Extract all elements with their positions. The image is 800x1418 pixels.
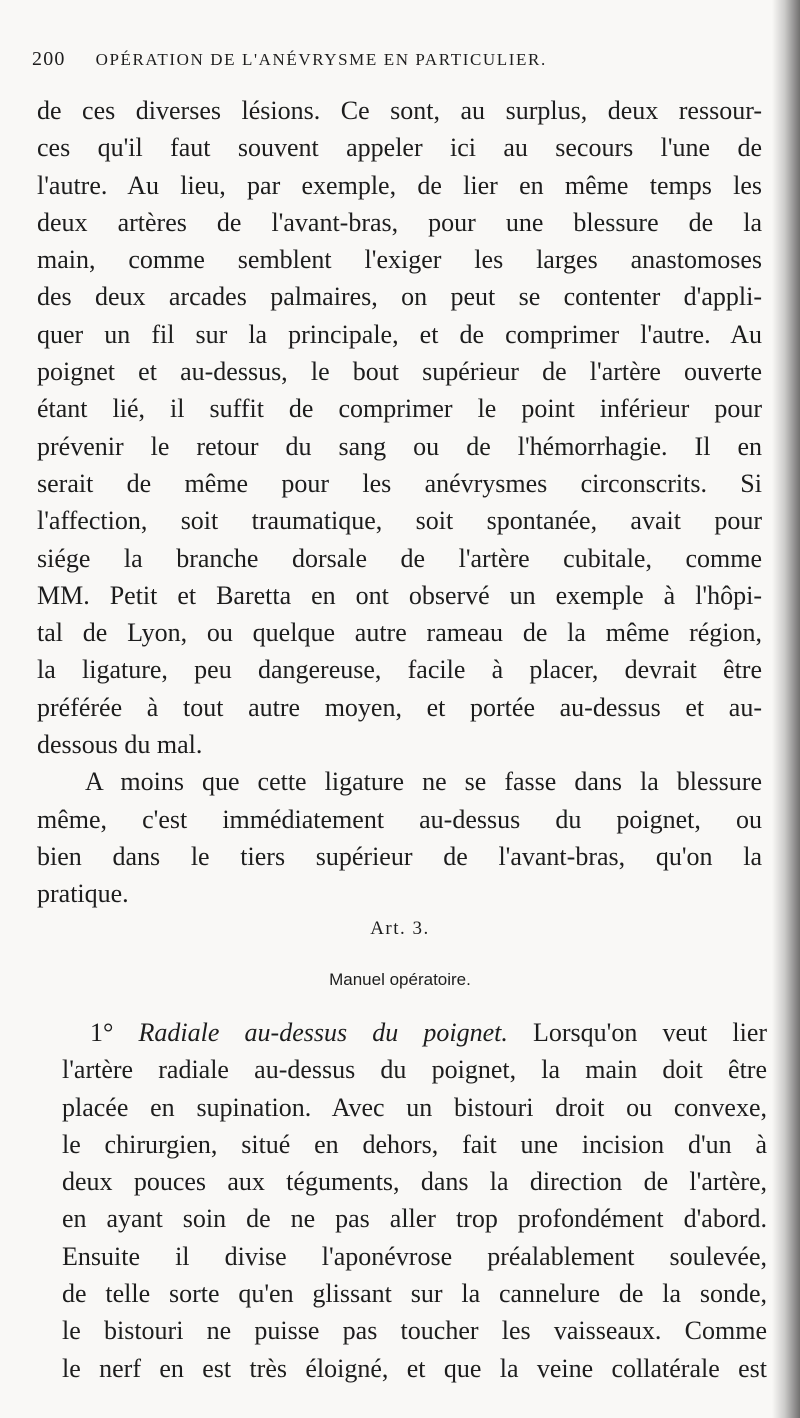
text-line: MM. Petit et Baretta en ont observé un exemple à l'hôpi- <box>37 580 762 610</box>
text-line: serait de même pour les anévrysmes circonscrits. Si <box>37 468 762 498</box>
body-text-top <box>37 92 762 913</box>
text-line: de telle sorte qu'en glissant sur la cannelure de la sonde, <box>62 1279 767 1309</box>
text-line: deux artères de l'avant-bras, pour une blessure de la <box>37 207 762 237</box>
text-line: placée en supination. Avec un bistouri droit ou convexe, <box>62 1092 767 1122</box>
text-line: A moins que cette ligature ne se fasse dans la blessure <box>85 767 762 797</box>
text-line: quer un fil sur la principale, et de comprimer l'autre. Au <box>37 319 762 349</box>
text-line: prévenir le retour du sang ou de l'hémorrhagie. Il en <box>37 431 762 461</box>
text-line: tal de Lyon, ou quelque autre rameau de la même région, <box>37 618 762 648</box>
text-line: le nerf en est très éloigné, et que la veine collatérale est <box>62 1353 767 1383</box>
text-line: préférée à tout autre moyen, et portée au-dessus et au- <box>37 692 762 722</box>
text-line: étant lié, il suffit de comprimer le point inférieur pour <box>37 394 762 424</box>
text-line: l'autre. Au lieu, par exemple, de lier en même temps les <box>37 170 762 200</box>
text-line: en ayant soin de ne pas aller trop profondément d'abord. <box>62 1204 767 1234</box>
italic-subheading: Radiale au-dessus du poignet. <box>138 1018 508 1047</box>
text-line: même, c'est immédiatement au-dessus du poignet, ou <box>37 804 762 834</box>
first-line-text: Lorsqu'on veut lier <box>533 1018 767 1047</box>
section-title: Manuel opératoire. <box>329 970 471 989</box>
article-heading: Art. 3. <box>370 918 430 939</box>
text-line: Ensuite il divise l'aponévrose préalablement soulevée, <box>62 1241 767 1271</box>
text-line: le chirurgien, situé en dehors, fait une incision d'un à <box>62 1129 767 1159</box>
item-number: 1° <box>90 1018 114 1047</box>
page-gutter-shadow <box>772 0 800 1418</box>
text-line-numbered <box>62 1014 767 1051</box>
text-line: l'affection, soit traumatique, soit spontanée, avait pour <box>37 506 762 536</box>
body-text-bottom <box>62 1014 767 1387</box>
text-line: main, comme semblent l'exiger les larges anastomoses <box>37 245 762 275</box>
text-line: l'artère radiale au-dessus du poignet, la main doit être <box>62 1055 767 1085</box>
text-line: deux pouces aux téguments, dans la direction de l'artère, <box>62 1167 767 1197</box>
running-title: OPÉRATION DE L'ANÉVRYSME EN PARTICULIER. <box>95 50 547 69</box>
text-line: des deux arcades palmaires, on peut se contenter d'appli- <box>37 282 762 312</box>
text-line: bien dans le tiers supérieur de l'avant-bras, qu'on la <box>37 841 762 871</box>
running-header <box>32 48 752 71</box>
page-number: 200 <box>32 48 66 70</box>
text-line: pratique. <box>37 879 129 909</box>
text-line: le bistouri ne puisse pas toucher les vaisseaux. Comme <box>62 1316 767 1346</box>
text-line: dessous du mal. <box>37 730 203 760</box>
text-line: poignet et au-dessus, le bout supérieur de l'artère ouverte <box>37 357 762 387</box>
text-line: ces qu'il faut souvent appeler ici au secours l'une de <box>37 133 762 163</box>
text-line: siége la branche dorsale de l'artère cubitale, comme <box>37 543 762 573</box>
text-line: la ligature, peu dangereuse, facile à placer, devrait être <box>37 655 762 685</box>
text-line: de ces diverses lésions. Ce sont, au surplus, deux ressour- <box>37 96 762 125</box>
